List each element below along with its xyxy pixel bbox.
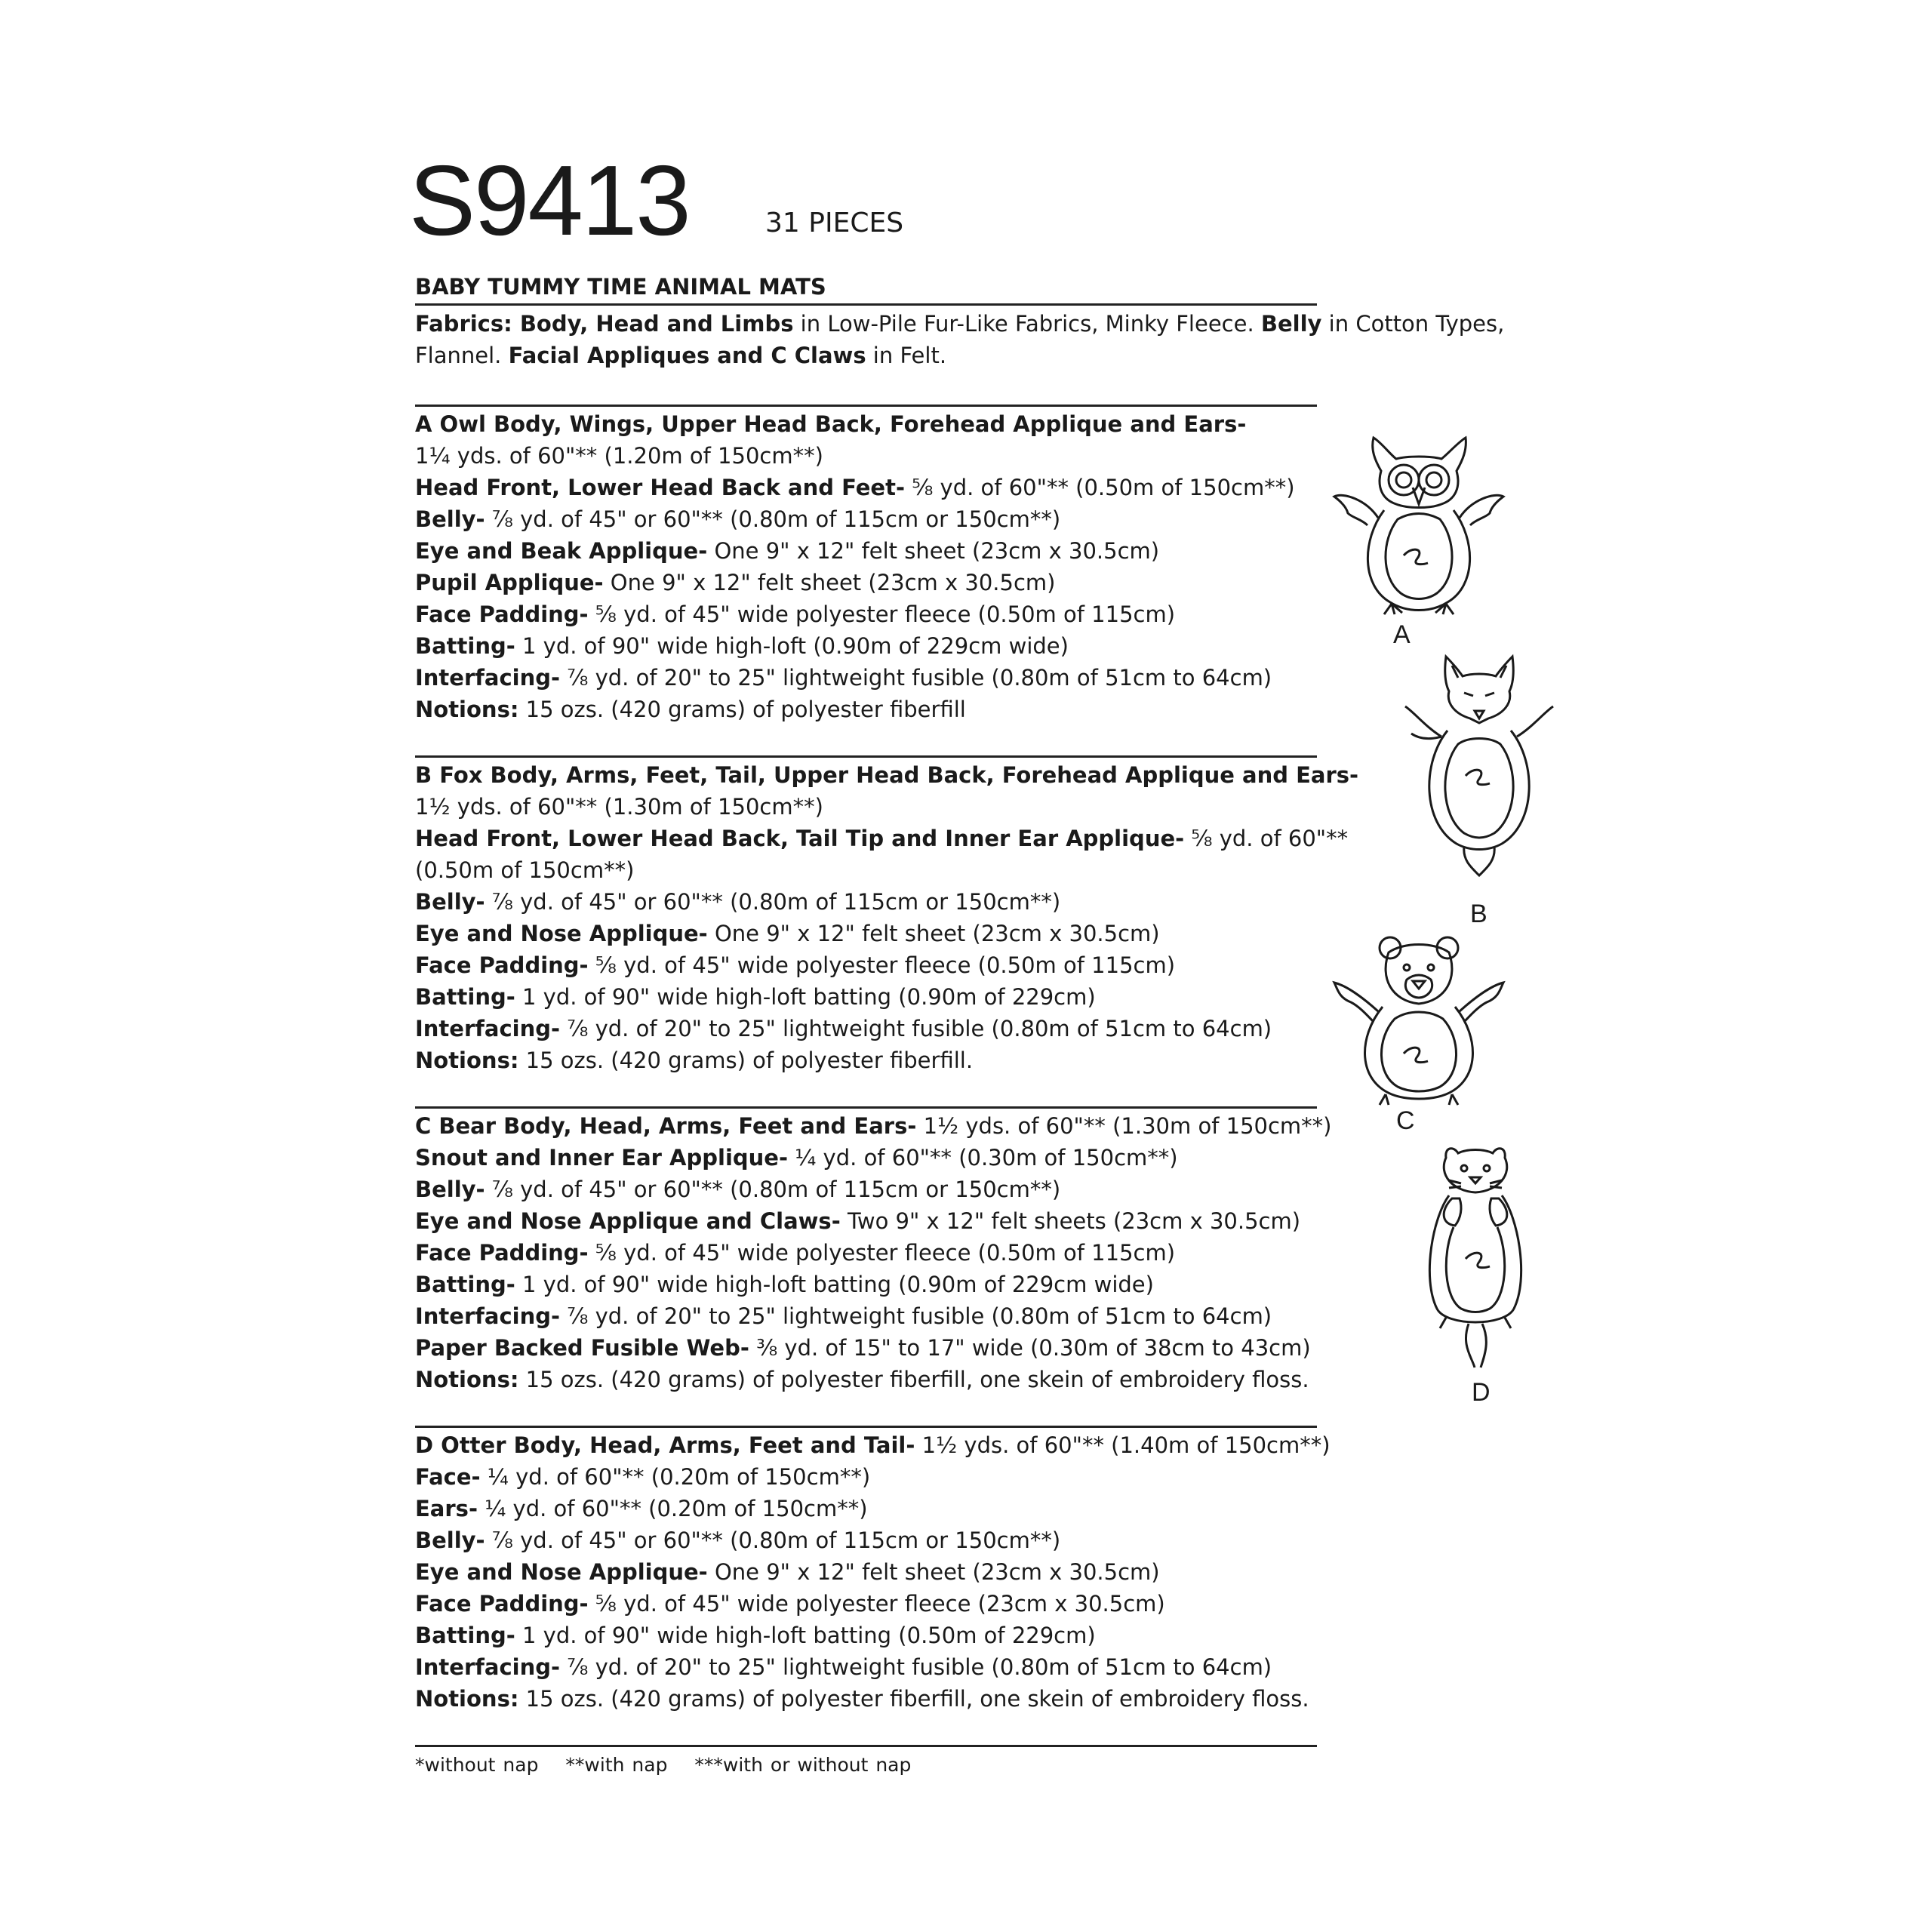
requirement-line: [415, 1269, 1317, 1300]
section-view-b: [415, 755, 1359, 1076]
requirement-text: 1 yd. of 90" wide high-loft batting (0.90m of 229cm wide): [515, 1272, 1154, 1297]
requirement-text: ⅞ yd. of 20" to 25" lightweight fusible (0.80m of 51cm to 64cm): [560, 665, 1272, 691]
otter-icon: [1419, 1143, 1532, 1373]
requirement-label: Notions:: [415, 1686, 519, 1712]
nap-note-either: ***with or without nap: [694, 1754, 912, 1776]
requirement-label: Snout and Inner Ear Applique-: [415, 1145, 789, 1171]
requirement-line: [415, 854, 1317, 886]
requirement-text: in Cotton Types,: [1321, 311, 1505, 337]
requirement-label: Belly-: [415, 1527, 485, 1553]
owl-icon: [1328, 435, 1509, 620]
requirement-label: Interfacing-: [415, 1654, 561, 1680]
requirement-text: ⅝ yd. of 60"** (0.50m of 150cm**): [904, 475, 1295, 500]
requirement-text: 15 ozs. (420 grams) of polyester fiberfill: [518, 697, 966, 722]
requirement-line: [415, 1651, 1317, 1683]
requirement-line: [415, 503, 1317, 535]
nap-note-without: *without nap: [415, 1754, 539, 1776]
requirement-label: D Otter Body, Head, Arms, Feet and Tail-: [415, 1432, 915, 1458]
requirement-text: One 9" x 12" felt sheet (23cm x 30.5cm): [707, 921, 1160, 946]
nap-legend: [415, 1747, 1317, 1780]
requirement-line: [415, 308, 1505, 340]
requirement-label: A Owl Body, Wings, Upper Head Back, Forehead Applique and Ears-: [415, 411, 1247, 437]
requirement-text: Two 9" x 12" felt sheets (23cm x 30.5cm): [840, 1208, 1301, 1234]
requirement-line: [415, 791, 1317, 823]
requirement-line: [415, 823, 1349, 854]
requirement-label: Belly-: [415, 889, 485, 915]
requirement-text: ¼ yd. of 60"** (0.30m of 150cm**): [788, 1145, 1178, 1171]
requirement-text: 15 ozs. (420 grams) of polyester fiberfill, one skein of embroidery floss.: [518, 1367, 1309, 1392]
requirement-line: [415, 340, 1317, 371]
requirement-label: Notions:: [415, 1048, 519, 1073]
requirement-label: Batting-: [415, 1272, 515, 1297]
requirement-label: Face Padding-: [415, 952, 589, 978]
requirement-line: [415, 918, 1317, 949]
requirement-text: 15 ozs. (420 grams) of polyester fiberfill, one skein of embroidery floss.: [518, 1686, 1309, 1712]
requirement-text: in Low-Pile Fur-Like Fabrics, Minky Fleece.: [793, 311, 1261, 337]
section-lines: [415, 1428, 1331, 1715]
requirement-line: [415, 1300, 1317, 1332]
requirement-label: Paper Backed Fusible Web-: [415, 1335, 749, 1361]
requirement-line: [415, 1556, 1317, 1588]
requirement-text: 1½ yds. of 60"** (1.30m of 150cm**): [415, 794, 823, 820]
requirement-label: Belly-: [415, 1177, 485, 1202]
requirement-text: ⅝ yd. of 45" wide polyester fleece (0.50m of 115cm): [588, 601, 1176, 627]
requirement-line: [415, 662, 1317, 694]
requirement-text: 1 yd. of 90" wide high-loft (0.90m of 229cm wide): [515, 633, 1069, 659]
requirement-label: B Fox Body, Arms, Feet, Tail, Upper Head Back, Forehead Applique and Ears-: [415, 762, 1359, 788]
requirement-line: [415, 694, 1317, 725]
requirement-line: [415, 472, 1317, 503]
requirement-text: One 9" x 12" felt sheet (23cm x 30.5cm): [603, 570, 1056, 595]
requirement-line: [415, 1237, 1317, 1269]
requirement-text: ⅞ yd. of 45" or 60"** (0.80m of 115cm or 150cm**): [485, 506, 1061, 532]
requirement-label: Batting-: [415, 1623, 515, 1648]
requirement-label: Eye and Nose Applique-: [415, 921, 708, 946]
fabrics-intro: [415, 306, 1505, 371]
requirement-line: [415, 408, 1317, 440]
requirement-text: One 9" x 12" felt sheet (23cm x 30.5cm): [707, 538, 1160, 564]
requirement-label: Belly: [1260, 311, 1322, 337]
requirement-label: Fabrics: Body, Head and Limbs: [415, 311, 794, 337]
section-view-d: [415, 1426, 1331, 1715]
requirement-line: [415, 1461, 1317, 1493]
requirement-text: ⅞ yd. of 45" or 60"** (0.80m of 115cm or 150cm**): [485, 1527, 1061, 1553]
requirement-line: [415, 1588, 1317, 1620]
requirement-line: [415, 1683, 1317, 1715]
requirement-label: Face-: [415, 1464, 481, 1490]
requirement-label: Eye and Nose Applique-: [415, 1559, 708, 1585]
requirement-text: ⅝ yd. of 45" wide polyester fleece (0.50m of 115cm): [588, 1240, 1176, 1266]
requirement-label: Interfacing-: [415, 1303, 561, 1329]
requirement-line: [415, 1174, 1317, 1205]
requirement-text: ¼ yd. of 60"** (0.20m of 150cm**): [480, 1464, 871, 1490]
requirement-line: [415, 981, 1317, 1013]
requirement-label: Ears-: [415, 1496, 478, 1521]
requirement-text: 1¼ yds. of 60"** (1.20m of 150cm**): [415, 443, 823, 469]
requirement-label: Head Front, Lower Head Back and Feet-: [415, 475, 905, 500]
requirement-label: Head Front, Lower Head Back, Tail Tip and Inner Ear Applique-: [415, 826, 1185, 851]
requirement-line: [415, 1429, 1331, 1461]
section-lines: [415, 758, 1359, 1076]
requirement-label: C Bear Body, Head, Arms, Feet and Ears-: [415, 1113, 917, 1139]
requirement-text: 1½ yds. of 60"** (1.40m of 150cm**): [915, 1432, 1331, 1458]
requirement-label: Eye and Beak Applique-: [415, 538, 708, 564]
requirement-line: [415, 440, 1317, 472]
requirement-label: Pupil Applique-: [415, 570, 604, 595]
requirement-label: Notions:: [415, 697, 519, 722]
requirement-line: [415, 1142, 1317, 1174]
view-label-d: D: [1472, 1378, 1491, 1407]
requirement-label: Interfacing-: [415, 1016, 561, 1041]
requirement-line: [415, 1110, 1332, 1142]
requirement-line: [415, 630, 1317, 662]
bear-icon: [1328, 933, 1509, 1110]
requirement-line: [415, 1620, 1317, 1651]
requirement-text: ⅜ yd. of 15" to 17" wide (0.30m of 38cm to 43cm): [749, 1335, 1311, 1361]
requirement-label: Interfacing-: [415, 665, 561, 691]
requirement-text: ⅝ yd. of 45" wide polyester fleece (0.50m of 115cm): [588, 952, 1176, 978]
requirement-line: [415, 1205, 1317, 1237]
requirement-text: Flannel.: [415, 343, 509, 368]
section-lines: [415, 1109, 1332, 1395]
requirement-text: 1 yd. of 90" wide high-loft batting (0.50m of 229cm): [515, 1623, 1096, 1648]
pattern-number: S9413: [409, 145, 690, 256]
view-label-b: B: [1470, 900, 1487, 928]
requirement-label: Face Padding-: [415, 1240, 589, 1266]
requirement-text: (0.50m of 150cm**): [415, 857, 635, 883]
requirement-text: One 9" x 12" felt sheet (23cm x 30.5cm): [707, 1559, 1160, 1585]
section-view-c: [415, 1106, 1332, 1395]
requirement-line: [415, 1364, 1317, 1395]
piece-count: 31 PIECES: [765, 208, 904, 238]
requirement-label: Eye and Nose Applique and Claws-: [415, 1208, 841, 1234]
requirement-label: Batting-: [415, 633, 515, 659]
requirement-label: Batting-: [415, 984, 515, 1010]
requirement-text: 15 ozs. (420 grams) of polyester fiberfill.: [518, 1048, 974, 1073]
fabric-requirements: [415, 272, 1505, 1780]
requirement-text: ⅞ yd. of 20" to 25" lightweight fusible (0.80m of 51cm to 64cm): [560, 1016, 1272, 1041]
fox-icon: [1404, 649, 1555, 879]
requirement-line: [415, 1013, 1317, 1044]
requirement-label: Face Padding-: [415, 1591, 589, 1617]
requirement-text: 1 yd. of 90" wide high-loft batting (0.90m of 229cm): [515, 984, 1096, 1010]
view-label-c: C: [1396, 1106, 1415, 1135]
requirement-text: 1½ yds. of 60"** (1.30m of 150cm**): [916, 1113, 1332, 1139]
requirement-text: ⅞ yd. of 20" to 25" lightweight fusible (0.80m of 51cm to 64cm): [560, 1654, 1272, 1680]
requirement-text: ⅝ yd. of 60"**: [1184, 826, 1349, 851]
requirement-label: Facial Appliques and C Claws: [508, 343, 866, 368]
requirement-label: Notions:: [415, 1367, 519, 1392]
section-view-a: [415, 405, 1317, 725]
requirement-text: ⅞ yd. of 45" or 60"** (0.80m of 115cm or 150cm**): [485, 1177, 1061, 1202]
requirement-line: [415, 1044, 1317, 1076]
nap-note-with: **with nap: [565, 1754, 668, 1776]
requirement-label: Belly-: [415, 506, 485, 532]
requirement-line: [415, 949, 1317, 981]
requirement-text: ⅞ yd. of 45" or 60"** (0.80m of 115cm or 150cm**): [485, 889, 1061, 915]
requirement-text: in Felt.: [866, 343, 947, 368]
view-label-a: A: [1393, 620, 1411, 649]
requirement-line: [415, 759, 1359, 791]
requirement-line: [415, 535, 1317, 567]
requirement-label: Face Padding-: [415, 601, 589, 627]
requirement-line: [415, 1524, 1317, 1556]
section-lines: [415, 407, 1317, 725]
requirement-line: [415, 1493, 1317, 1524]
requirement-line: [415, 598, 1317, 630]
pattern-title: BABY TUMMY TIME ANIMAL MATS: [415, 274, 826, 300]
requirement-text: ⅝ yd. of 45" wide polyester fleece (23cm x 30.5cm): [588, 1591, 1165, 1617]
requirement-text: ⅞ yd. of 20" to 25" lightweight fusible (0.80m of 51cm to 64cm): [560, 1303, 1272, 1329]
requirement-line: [415, 567, 1317, 598]
requirement-text: ¼ yd. of 60"** (0.20m of 150cm**): [477, 1496, 868, 1521]
requirement-line: [415, 1332, 1317, 1364]
requirement-line: [415, 886, 1317, 918]
